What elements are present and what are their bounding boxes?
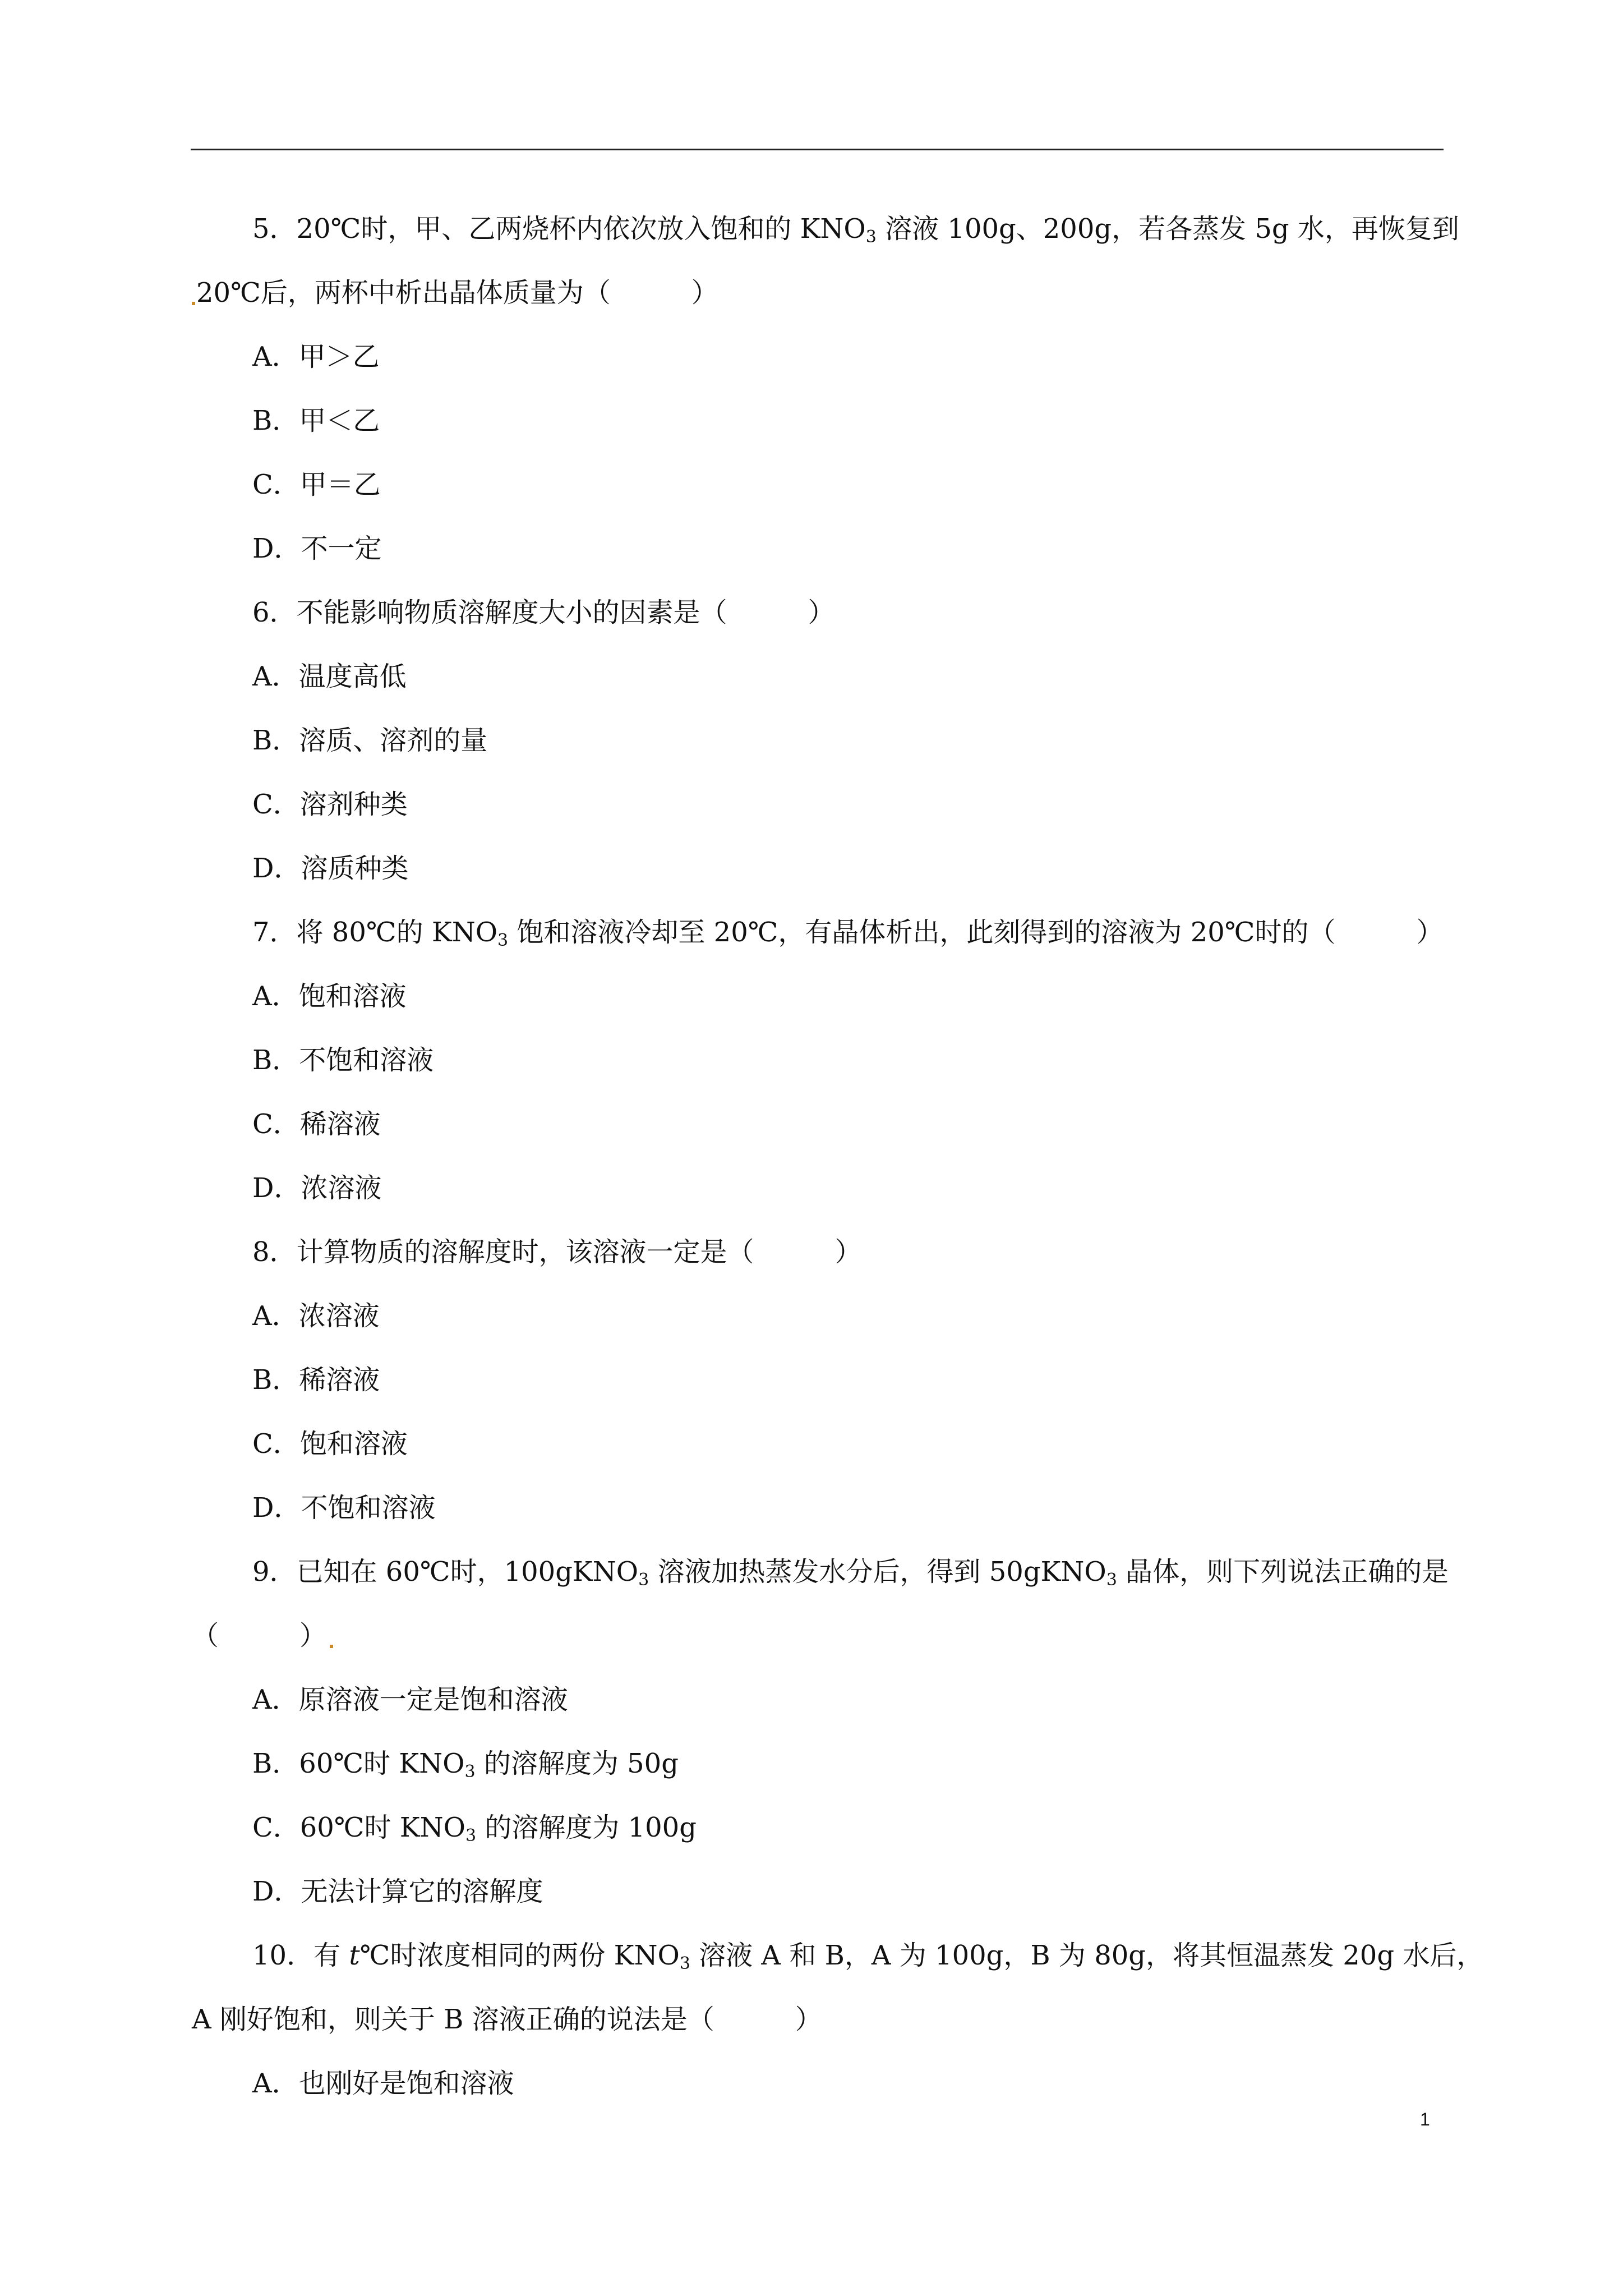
- question-5-stem-continued: 20℃后，两杯中析出晶体质量为（ ）: [192, 276, 718, 310]
- question-10-stem-continued: A 刚好饱和，则关于 B 溶液正确的说法是（ ）: [192, 2004, 822, 2035]
- question-9-option-a: A．原溶液一定是饱和溶液: [252, 1684, 568, 1715]
- question-5-option-c: C．甲＝乙: [252, 469, 381, 500]
- question-5-option-a: A．甲＞乙: [252, 341, 380, 372]
- question-7-stem: 7．将 80℃的 $KNO_3$ 饱和溶液冷却至 20℃，有晶体析出，此刻得到的溶液为 20℃时的（ ）: [252, 917, 1444, 950]
- margin-mark: [192, 302, 195, 305]
- question-6-option-b: B．溶质、溶剂的量: [252, 725, 488, 756]
- question-8-option-b: B．稀溶液: [252, 1364, 380, 1396]
- question-9-option-b: B．60℃时 $KNO_3$ 的溶解度为 50g: [252, 1748, 679, 1782]
- question-8-option-c: C．饱和溶液: [252, 1428, 408, 1460]
- margin-mark: [330, 1645, 333, 1648]
- question-7-option-b: B．不饱和溶液: [252, 1045, 434, 1076]
- question-6-option-a: A．温度高低: [252, 661, 407, 692]
- question-9-stem-continued: （ ）: [192, 1619, 334, 1653]
- question-5-option-d: D．不一定: [252, 533, 382, 564]
- question-9-option-c: C．60℃时 $KNO_3$ 的溶解度为 100g: [252, 1812, 697, 1846]
- question-10-stem: 10．有 t℃时浓度相同的两份 $KNO_3$ 溶液 A 和 B，A 为 100g，B 为 80g，将其恒温蒸发 20g 水后，: [252, 1940, 1484, 1973]
- question-8-option-d: D．不饱和溶液: [252, 1492, 436, 1524]
- question-9-option-d: D．无法计算它的溶解度: [252, 1876, 543, 1907]
- question-6-option-c: C．溶剂种类: [252, 789, 408, 820]
- question-6-stem: 6．不能影响物质溶解度大小的因素是（ ）: [252, 597, 835, 628]
- question-8-option-a: A．浓溶液: [252, 1300, 380, 1332]
- question-5-stem: 5．20℃时，甲、乙两烧杯内依次放入饱和的 $KNO_3$ 溶液 100g、200g，若各蒸发 5g 水，再恢复到: [252, 213, 1459, 247]
- question-6-option-d: D．溶质种类: [252, 853, 409, 884]
- question-9-stem: 9．已知在 60℃时，100gKNO$_3$ 溶液加热蒸发水分后，得到 50gKNO$_3$ 晶体，则下列说法正确的是: [252, 1556, 1449, 1590]
- question-10-option-a: A．也刚好是饱和溶液: [252, 2068, 514, 2099]
- question-8-stem: 8．计算物质的溶解度时，该溶液一定是（ ）: [252, 1236, 862, 1268]
- page-number: 1: [1420, 2109, 1430, 2129]
- question-7-option-d: D．浓溶液: [252, 1172, 382, 1204]
- question-7-option-c: C．稀溶液: [252, 1108, 381, 1140]
- question-5-option-b: B．甲＜乙: [252, 405, 380, 436]
- question-7-option-a: A．饱和溶液: [252, 981, 407, 1012]
- header-rule: [191, 149, 1444, 150]
